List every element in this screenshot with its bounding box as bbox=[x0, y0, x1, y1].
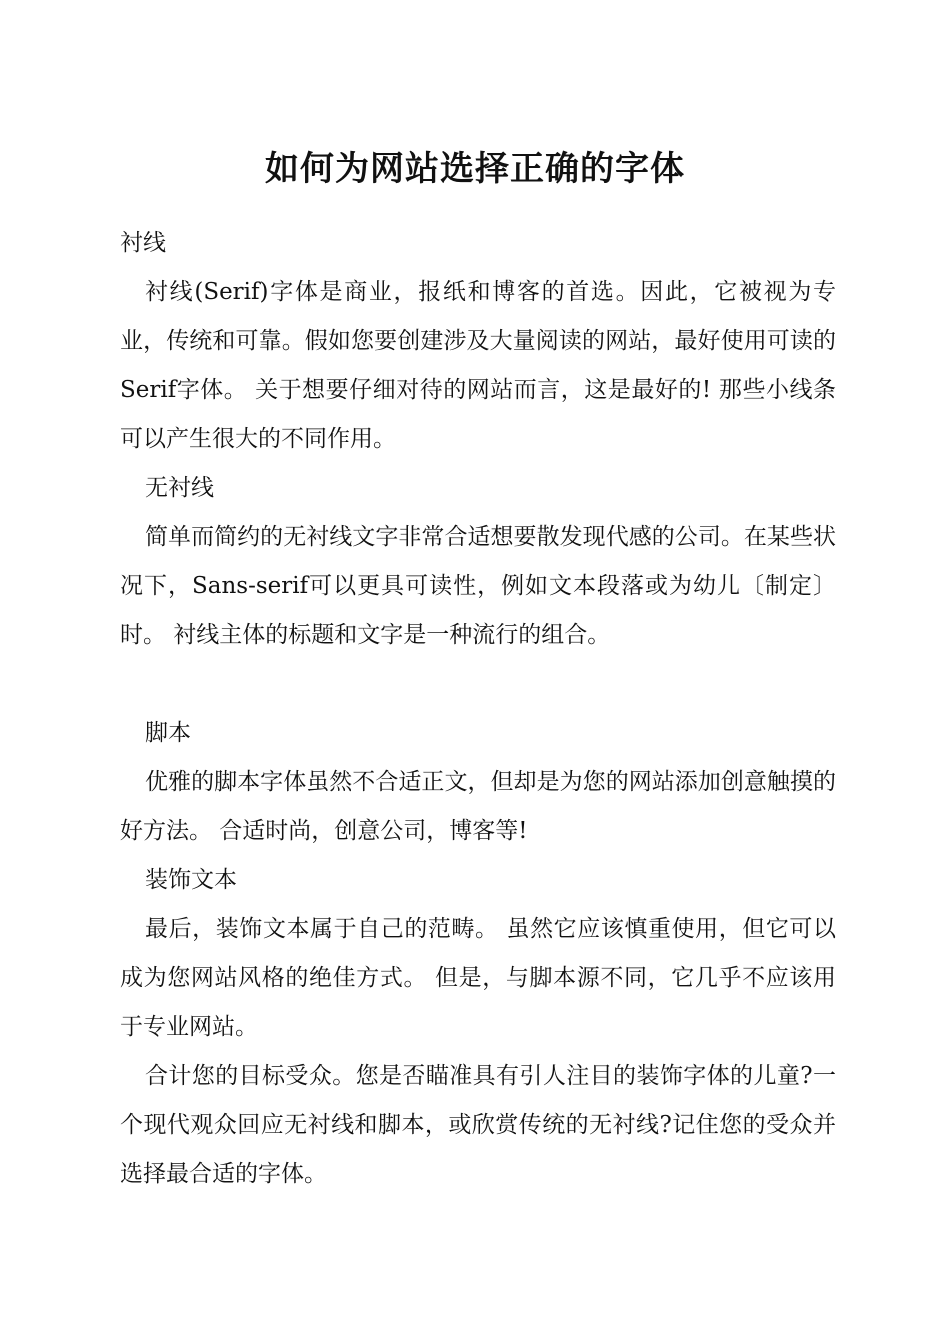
section-heading-decorative: 装饰文本 bbox=[145, 867, 237, 893]
section-heading-serif: 衬线 bbox=[120, 230, 166, 256]
section-heading-sans-serif: 无衬线 bbox=[145, 475, 214, 501]
section-heading-script: 脚本 bbox=[145, 720, 191, 746]
document-title: 如何为网站选择正确的字体 bbox=[265, 149, 685, 189]
paragraph-script: 优雅的脚本字体虽然不合适正文，但却是为您的网站添加创意触摸的好方法。 合适时尚，创意公司，博客等! bbox=[120, 769, 836, 844]
paragraph-gap bbox=[120, 660, 836, 709]
document-body bbox=[120, 219, 836, 1199]
paragraph-decorative: 最后，装饰文本属于自己的范畴。 虽然它应该慎重使用，但它可以成为您网站风格的绝佳方式。 但是，与脚本源不同，它几乎不应该用于专业网站。 bbox=[120, 916, 836, 1040]
paragraph-serif: 衬线(Serif)字体是商业，报纸和博客的首选。因此，它被视为专业，传统和可靠。假如您要创建涉及大量阅读的网站，最好使用可读的Serif字体。 关于想要仔细对待的网站而言，这是最好的! 那些小线条可以产生很大的不同作用。 bbox=[120, 279, 836, 452]
paragraph-sans-serif: 简单而简约的无衬线文字非常合适想要散发现代感的公司。在某些状况下，Sans-serif可以更具可读性，例如文本段落或为幼儿〔制定〕时。 衬线主体的标题和文字是一种流行的组合。 bbox=[120, 524, 836, 648]
paragraph-audience: 合计您的目标受众。您是否瞄准具有引人注目的装饰字体的儿童?一个现代观众回应无衬线和脚本，或欣赏传统的无衬线?记住您的受众并选择最合适的字体。 bbox=[120, 1063, 836, 1187]
